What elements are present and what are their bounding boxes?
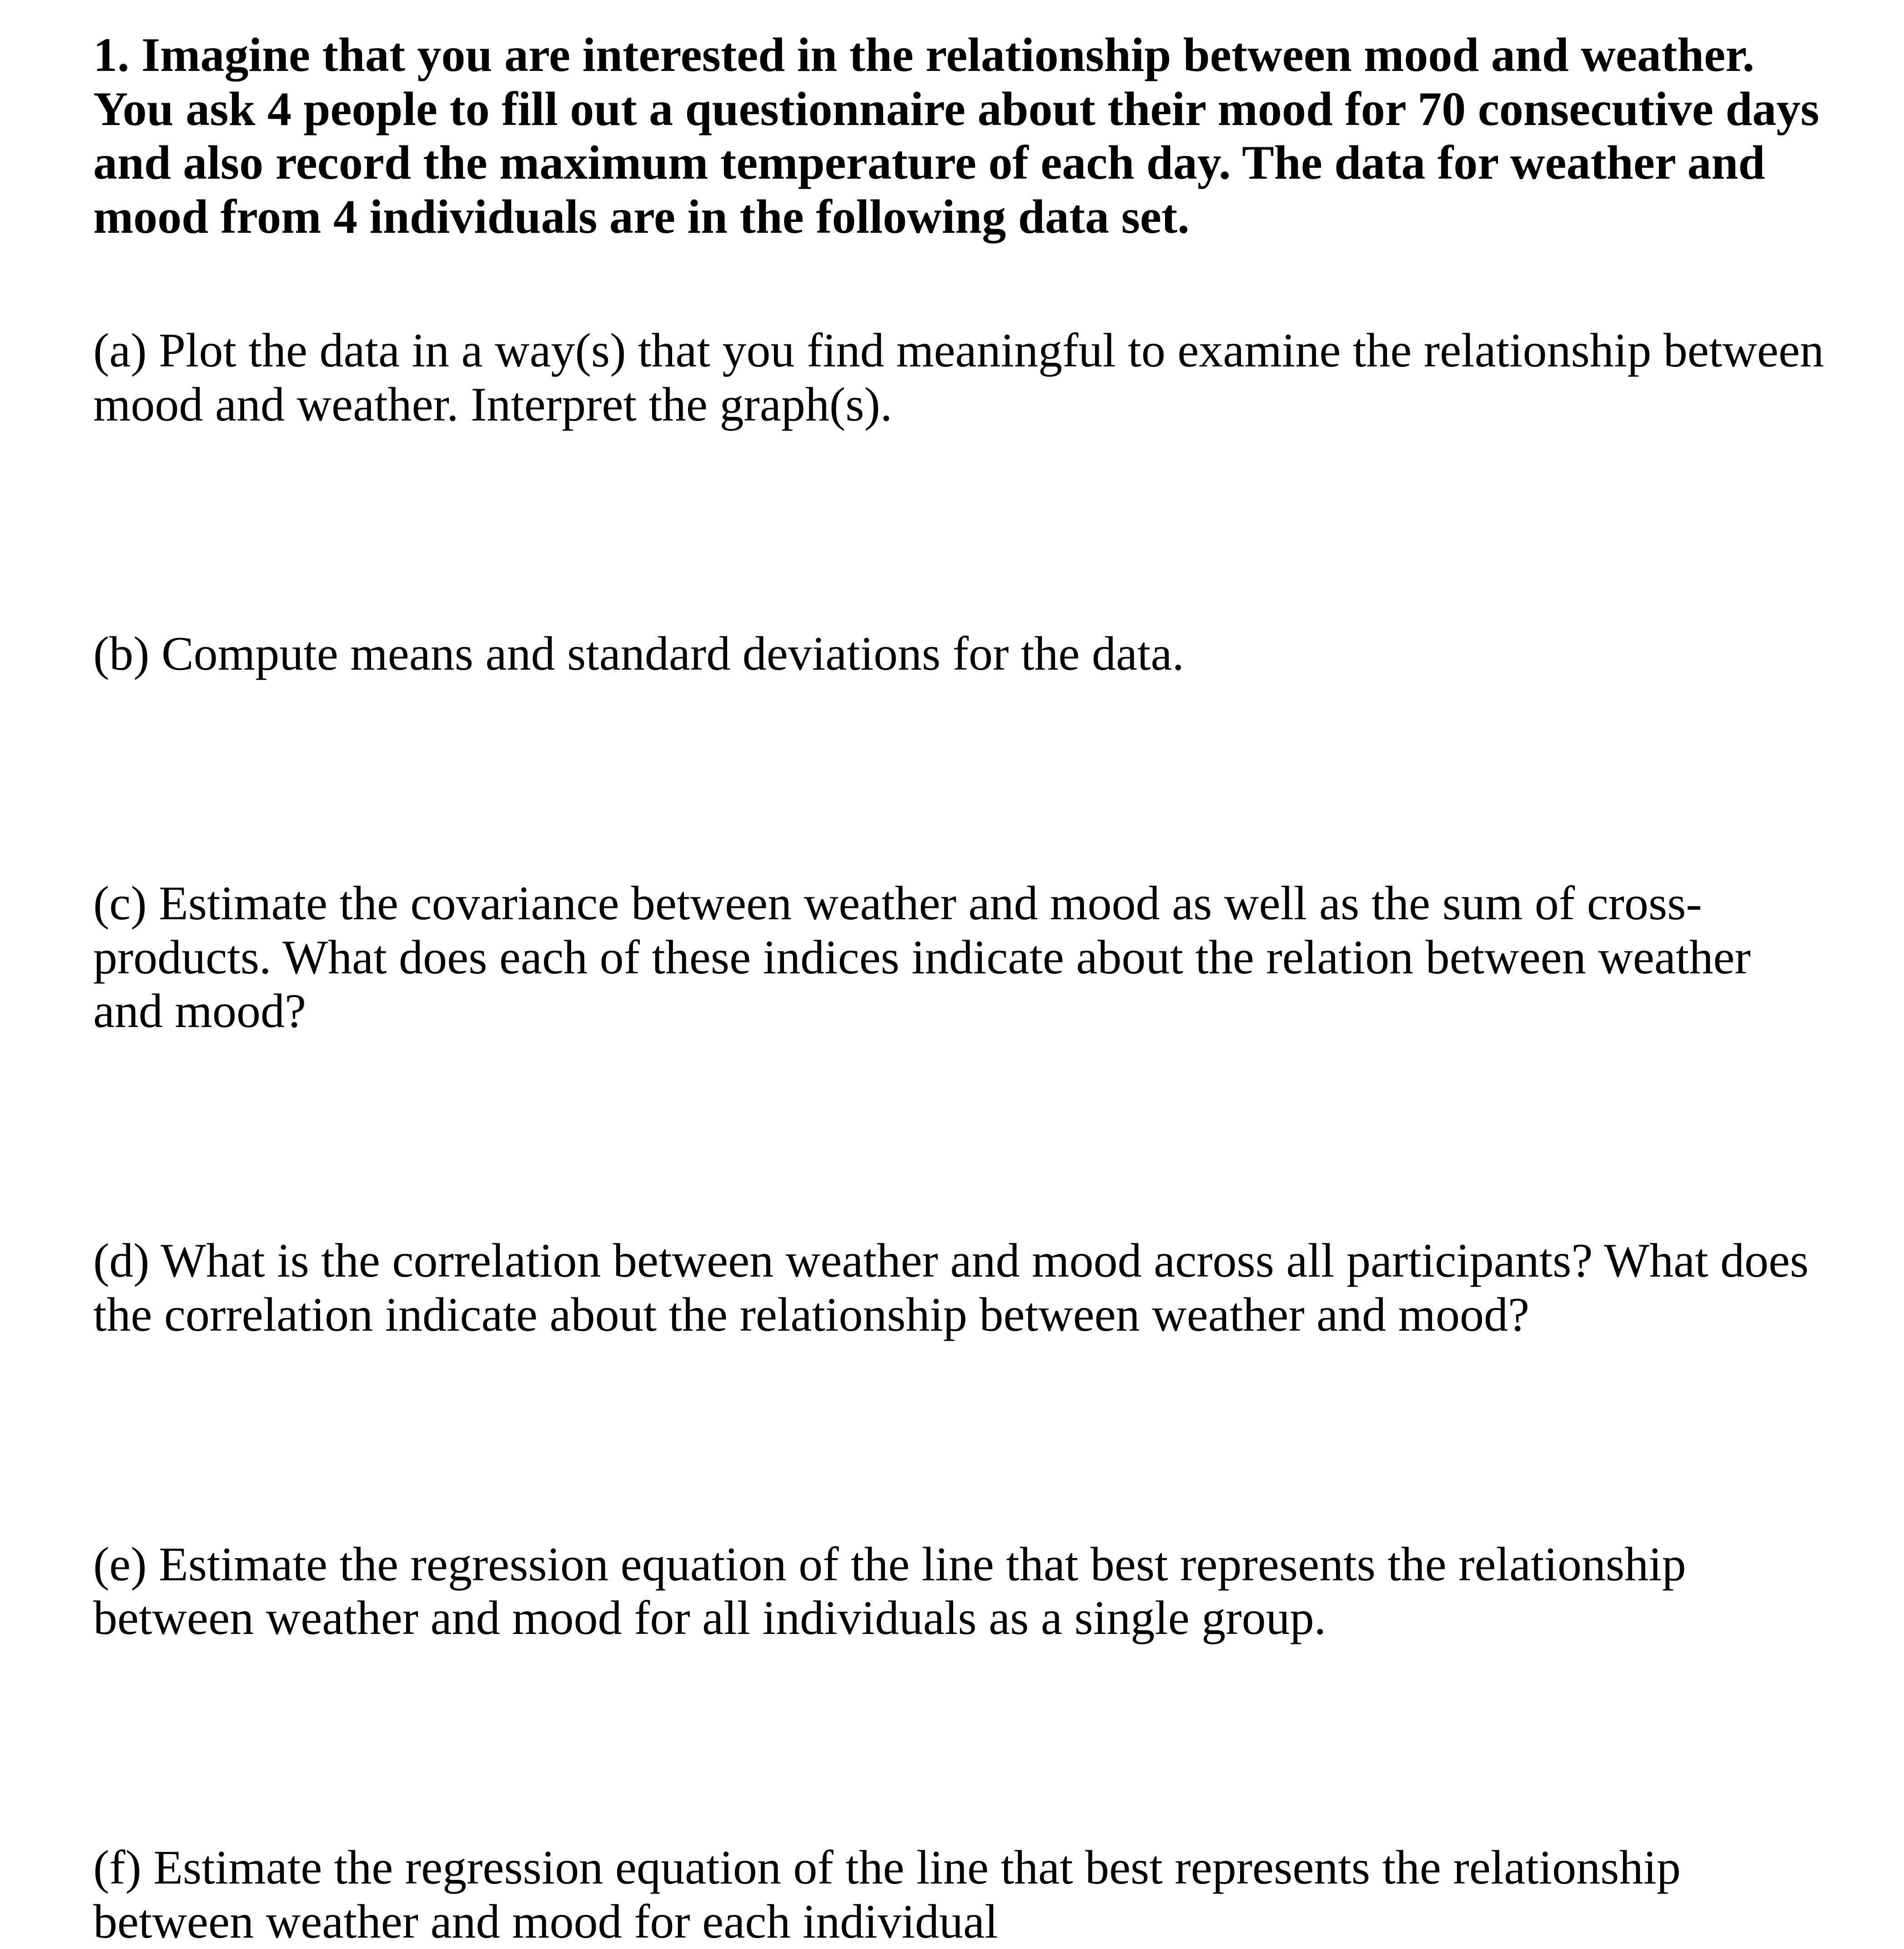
- question-part-c: (c) Estimate the covariance between weather and mood as well as the sum of cross-products. What does each of these indices indicate about the relation between weather and mood?: [93, 877, 1751, 1038]
- question-intro-paragraph: 1. Imagine that you are interested in the relationship between mood and weather. You ask 4 people to fill out a questionnaire about their mood for 70 consecutive days and also record the maximum temperature of each day. The data for weather and mood from 4 individuals are in the following data set.: [93, 28, 1819, 244]
- question-part-a: (a) Plot the data in a way(s) that you find meaningful to examine the relationship between mood and weather. Interpret the graph(s).: [93, 323, 1824, 431]
- question-part-d: (d) What is the correlation between weather and mood across all participants? What does the correlation indicate about the relationship between weather and mood?: [93, 1234, 1809, 1341]
- question-part-e: (e) Estimate the regression equation of the line that best represents the relationship between weather and mood for all individuals as a single group.: [93, 1537, 1686, 1645]
- question-part-b: (b) Compute means and standard deviations for the data.: [93, 627, 1185, 681]
- question-part-f: (f) Estimate the regression equation of the line that best represents the relationship between weather and mood for each individual: [93, 1841, 1681, 1948]
